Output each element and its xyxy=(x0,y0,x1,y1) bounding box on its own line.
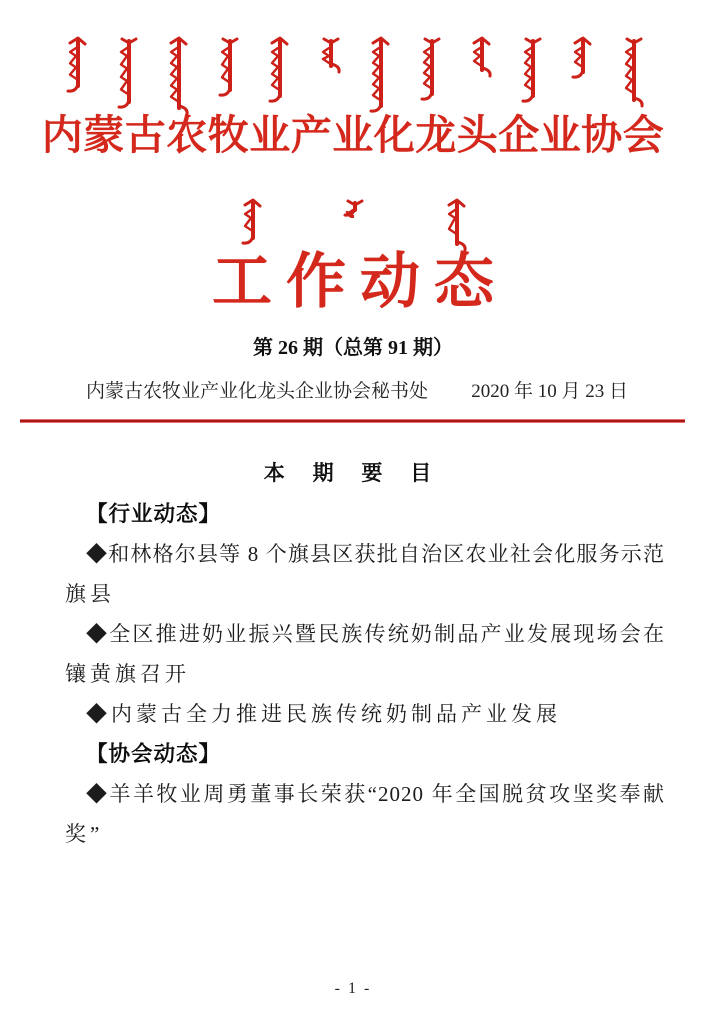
divider-rule xyxy=(20,419,685,423)
toc-item-line: 奖” xyxy=(65,822,104,846)
mongolian-word xyxy=(237,198,265,246)
mongolian-word xyxy=(618,36,646,108)
toc-section-label: 【协会动态】 xyxy=(86,742,222,766)
toc-heading: 本 期 要 目 xyxy=(263,462,443,485)
publish-date: 2020 年 10 月 23 日 xyxy=(471,381,628,402)
mongolian-word xyxy=(62,36,90,94)
toc-item-line: ◆和林格尔县等 8 个旗县区获批自治区农业社会化服务示范 xyxy=(86,542,665,566)
publisher-line xyxy=(0,378,706,406)
toc-item-line: 镶黄旗召开 xyxy=(65,662,190,686)
org-name: 内蒙古农牧业产业化龙头企业协会 xyxy=(41,112,665,158)
mongolian-word xyxy=(441,198,469,252)
toc-list xyxy=(65,494,665,854)
mongolian-word xyxy=(113,36,141,110)
page-number: - 1 - xyxy=(334,980,372,997)
mongolian-word xyxy=(264,36,292,104)
mongolian-word xyxy=(416,36,444,102)
mongolian-word xyxy=(517,36,545,104)
publisher-name: 内蒙古农牧业产业化龙头企业协会秘书处 xyxy=(86,381,429,402)
toc-item-line: 旗县 xyxy=(65,582,115,606)
mongolian-word xyxy=(567,36,595,80)
mongolian-word xyxy=(466,36,494,78)
mongolian-word xyxy=(315,36,343,74)
mongolian-word xyxy=(214,36,242,98)
toc-item-line: ◆内蒙古全力推进民族传统奶制品产业发展 xyxy=(86,702,561,726)
toc-section-label: 【行业动态】 xyxy=(86,502,222,526)
toc-item-line: ◆羊羊牧业周勇董事长荣获“2020 年全国脱贫攻坚奖奉献 xyxy=(86,782,665,806)
issue-number: 第 26 期（总第 91 期） xyxy=(253,337,453,359)
toc-item-line: ◆全区推进奶业振兴暨民族传统奶制品产业发展现场会在 xyxy=(86,622,665,646)
bulletin-title: 工作动态 xyxy=(212,249,508,315)
mongolian-word xyxy=(339,198,367,218)
